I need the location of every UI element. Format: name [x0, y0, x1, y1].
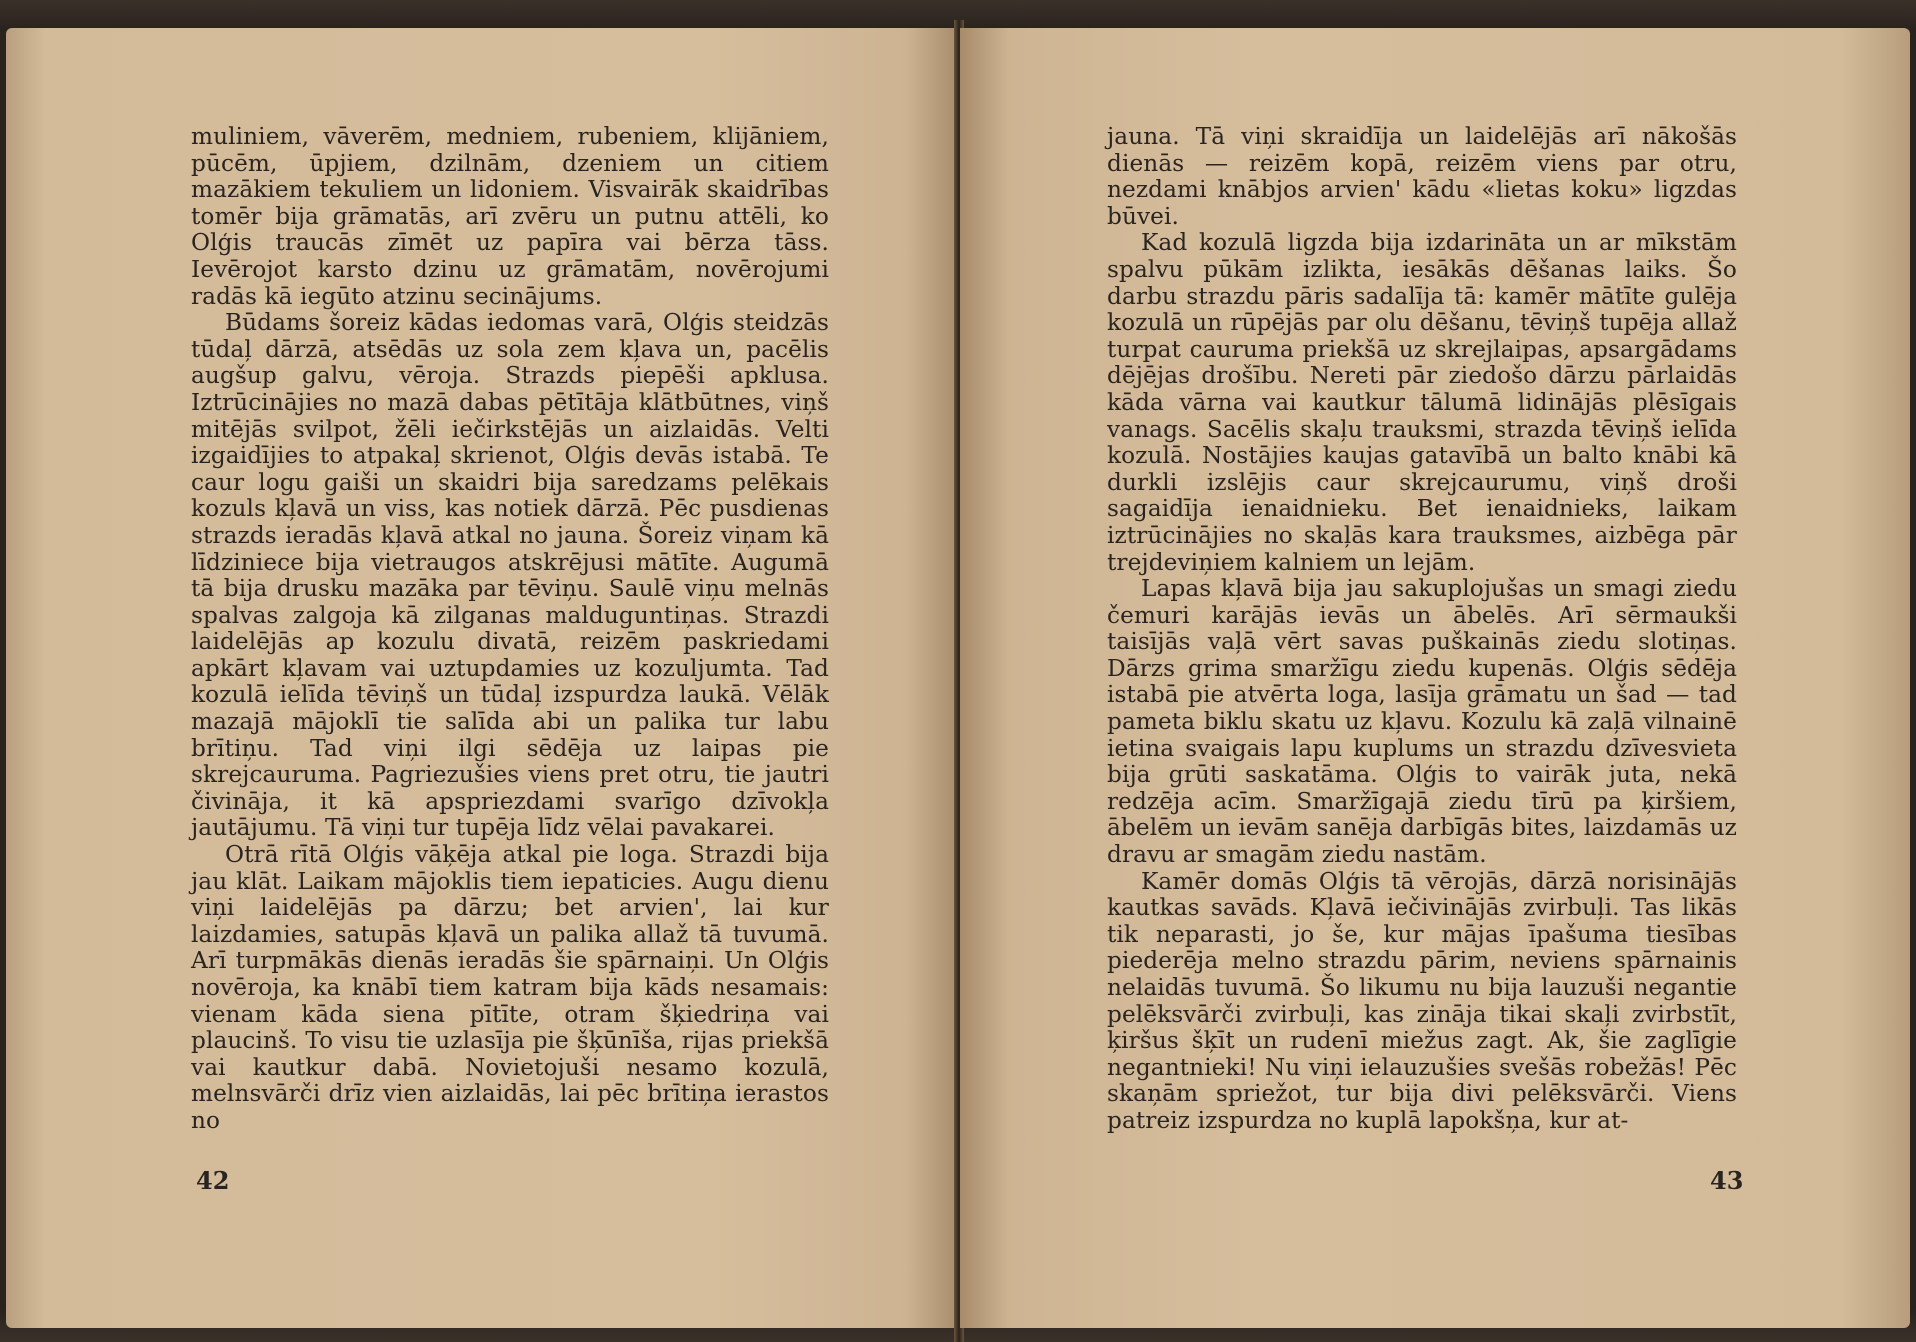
right-page-number: 43 [1710, 1166, 1744, 1195]
left-page-text [191, 124, 829, 1135]
right-paragraph-4: Kamēr domās Olģis tā vērojās, dārzā norisinājās kautkas savāds. Kļavā iečivinājās zvirbuļi. Tas likās tik neparasti, jo še, kur mājas īpašuma tiesības piederēja melno strazdu pārim, neviens spārnainis nelaidās tuvumā. Šo likumu nu bija lauzuši negantie pelēksvārči zvirbuļi, kas zināja tikai skaļi zvirbstīt, ķiršus šķīt un rudenī miežus zagt. Ak, šie zaglīgie negantnieki! Nu viņi ielauzušies svešās robežās! Pēc skaņām spriežot, tur bija divi pelēksvārči. Viens patreiz izspurdza no kuplā lapokšņa, kur at- [1107, 867, 1737, 1134]
left-paragraph-3: Otrā rītā Olģis vāķēja atkal pie loga. Strazdi bija jau klāt. Laikam mājoklis tiem iepaticies. Augu dienu viņi laidelējās pa dārzu; bet arvien', lai kur laizdamies, satupās kļavā un palika allaž tā tuvumā. Arī turpmākās dienās ieradās šie spārnaiņi. Un Olģis novēroja, ka knābī tiem katram bija kāds nesamais: vienam kāda siena pītīte, otram šķiedriņa vai plaucinš. To visu tie uzlasīja pie šķūnīša, rijas priekšā vai kautkur dabā. Novietojuši nesamo kozulā, melnsvārči drīz vien aizlaidās, lai pēc brītiņa ierastos no [191, 841, 829, 1134]
left-page [6, 28, 958, 1328]
left-page-number: 42 [196, 1166, 230, 1195]
left-paragraph-1: muliniem, vāverēm, medniem, rubeniem, klijāniem, pūcēm, ūpjiem, dzilnām, dzeniem un citiem mazākiem tekuliem un lidoniem. Visvairāk skaidrības tomēr bija grāmatās, arī zvēru un putnu attēli, ko Olģis traucās zīmēt uz papīra vai bērza tāss. Ievērojot karsto dzinu uz grāmatām, novērojumi radās kā iegūto atzinu secinājums. [191, 123, 829, 310]
left-paragraph-2: Būdams šoreiz kādas iedomas varā, Olģis steidzās tūdaļ dārzā, atsēdās uz sola zem kļava un, pacēlis augšup galvu, vēroja. Strazds piepēši apklusa. Iztrūcinājies no mazā dabas pētītāja klātbūtnes, viņš mitējās svilpot, žēli iečirkstējās un aizlaidās. Velti izgaidījies to atpakaļ skrienot, Olģis devās istabā. Te caur logu gaiši un skaidri bija saredzams pelēkais kozuls kļavā un viss, kas notiek dārzā. Pēc pusdienas strazds ieradās kļavā atkal no jauna. Šoreiz viņam kā līdziniece bija vietraugos atskrējusi mātīte. Augumā tā bija drusku mazāka par tēviņu. Saulē viņu melnās spalvas zalgoja kā zilganas malduguntiņas. Strazdi laidelējās ap kozulu divatā, reizēm paskriedami apkārt kļavam vai uztupdamies uz kozuljumta. Tad kozulā ielīda tēviņš un tūdaļ izspurdza laukā. Vēlāk mazajā mājoklī tie salīda abi un palika tur labu brītiņu. Tad viņi ilgi sēdēja uz laipas pie skrejcauruma. Pagriezušies viens pret otru, tie jautri čivināja, it kā apspriezdami svarīgo dzīvokļa jautājumu. Tā viņi tur tupēja līdz vēlai pavakarei. [191, 309, 829, 842]
right-paragraph-3: Lapas kļavā bija jau sakuplojušas un smagi ziedu čemuri karājās ievās un ābelēs. Arī sērmaukši taisījās vaļā vērt savas puškainās ziedu slotiņas. Dārzs grima smaržīgu ziedu kupenās. Olģis sēdēja istabā pie atvērta loga, lasīja grāmatu un šad — tad pameta biklu skatu uz kļavu. Kozulu kā zaļā vilnainē ietina svaigais lapu kuplums un strazdu dzīvesvieta bija grūti saskatāma. Olģis to vairāk juta, nekā redzēja acīm. Smaržīgajā ziedu tīrū pa ķiršiem, ābelēm un ievām sanēja darbīgās bites, laizdamās uz dravu ar smagām ziedu nastām. [1107, 575, 1737, 869]
right-page [960, 28, 1910, 1328]
right-paragraph-2: Kad kozulā ligzda bija izdarināta un ar mīkstām spalvu pūkām izlikta, iesākās dēšanas laiks. Šo darbu strazdu pāris sadalīja tā: kamēr mātīte gulēja kozulā un rūpējās par olu dēšanu, tēviņš tupēja allaž turpat cauruma priekšā uz skrejlaipas, apsargādams dējējas drošību. Nereti pār ziedošo dārzu pārlaidās kāda vārna vai kautkur tālumā lidinājās plēsīgais vanags. Sacēlis skaļu trauksmi, strazda tēviņš ielīda kozulā. Nostājies kaujas gatavībā un balto knābi kā durkli izslējis caur skrejcaurumu, viņš droši sagaidīja ienaidnieku. Bet ienaidnieks, laikam iztrūcinājies no skaļās kara trauksmes, aizbēga pār trejdeviņiem kalniem un lejām. [1107, 229, 1737, 576]
right-paragraph-1: jauna. Tā viņi skraidīja un laidelējās arī nākošās dienās — reizēm kopā, reizēm viens par otru, nezdami knābjos arvien' kādu «lietas koku» ligzdas būvei. [1107, 123, 1737, 230]
right-page-text [1107, 124, 1737, 1135]
